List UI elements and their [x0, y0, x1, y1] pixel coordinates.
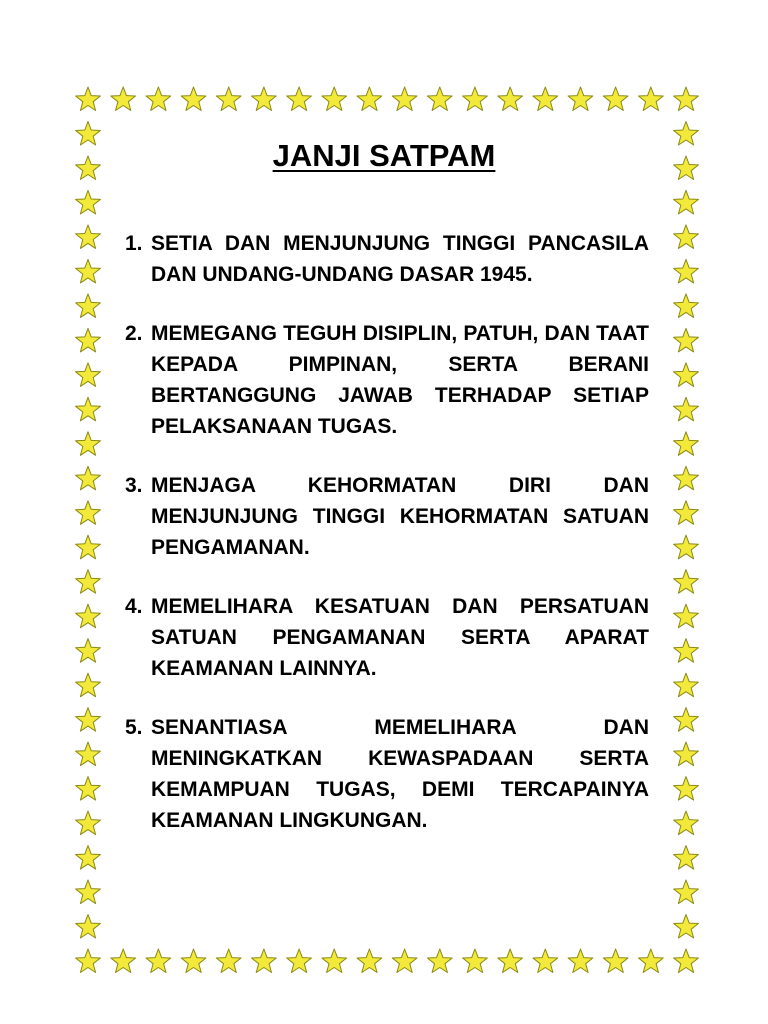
- star-icon: [533, 87, 558, 111]
- star-icon: [463, 87, 488, 111]
- star-icon: [674, 501, 699, 525]
- list-item-text: MENJAGA KEHORMATAN DIRI DAN MENJUNJUNG TINGGI KEHORMATAN SATUAN PENGAMANAN.: [151, 474, 649, 559]
- star-icon: [674, 846, 699, 870]
- star-icon: [76, 604, 101, 628]
- star-icon: [674, 570, 699, 594]
- star-icon: [674, 225, 699, 249]
- star-icon: [674, 811, 699, 835]
- star-icon: [76, 949, 101, 973]
- page-title: [0, 138, 768, 174]
- star-icon: [76, 294, 101, 318]
- star-icon: [216, 949, 241, 973]
- star-icon: [76, 742, 101, 766]
- star-icon: [76, 190, 101, 214]
- star-icon: [76, 777, 101, 801]
- star-icon: [568, 949, 593, 973]
- star-icon: [76, 466, 101, 490]
- star-icon: [322, 949, 347, 973]
- list-item-number: 4.: [125, 595, 143, 618]
- star-icon: [392, 949, 417, 973]
- star-icon: [674, 949, 699, 973]
- star-icon: [76, 708, 101, 732]
- star-icon: [76, 673, 101, 697]
- star-icon: [603, 949, 628, 973]
- list-item-number: 1.: [125, 232, 143, 255]
- star-icon: [498, 949, 523, 973]
- star-icon: [392, 87, 417, 111]
- star-icon: [357, 87, 382, 111]
- star-icon: [674, 432, 699, 456]
- star-icon: [674, 742, 699, 766]
- star-icon: [674, 880, 699, 904]
- star-icon: [322, 87, 347, 111]
- star-icon: [674, 708, 699, 732]
- star-icon: [674, 87, 699, 111]
- star-icon: [76, 259, 101, 283]
- star-icon: [674, 915, 699, 939]
- star-icon: [603, 87, 628, 111]
- star-icon: [216, 87, 241, 111]
- star-icon: [252, 949, 277, 973]
- star-icon: [76, 639, 101, 663]
- page-title-text: JANJI SATPAM: [272, 138, 496, 173]
- star-icon: [76, 880, 101, 904]
- star-icon: [427, 949, 452, 973]
- star-icon: [287, 87, 312, 111]
- star-icon: [146, 87, 171, 111]
- star-icon: [146, 949, 171, 973]
- star-icon: [568, 87, 593, 111]
- star-icon: [287, 949, 312, 973]
- list-item: [125, 470, 649, 563]
- star-icon: [463, 949, 488, 973]
- star-icon: [76, 225, 101, 249]
- star-icon: [111, 87, 136, 111]
- star-icon: [76, 363, 101, 387]
- star-icon: [181, 87, 206, 111]
- list-item-text: SENANTIASA MEMELIHARA DAN MENINGKATKAN KEWASPADAAN SERTA KEMAMPUAN TUGAS, DEMI TERCAPAINYA KEAMANAN LINGKUNGAN.: [151, 716, 649, 832]
- star-icon: [76, 846, 101, 870]
- star-icon: [674, 328, 699, 352]
- star-icon: [111, 949, 136, 973]
- star-icon: [76, 397, 101, 421]
- list-item: [125, 318, 649, 442]
- star-icon: [181, 949, 206, 973]
- list-item: [125, 591, 649, 684]
- star-icon: [674, 535, 699, 559]
- star-icon: [674, 604, 699, 628]
- star-icon: [427, 87, 452, 111]
- star-icon: [357, 949, 382, 973]
- star-icon: [76, 87, 101, 111]
- star-icon: [674, 363, 699, 387]
- star-icon: [252, 87, 277, 111]
- star-icon: [674, 777, 699, 801]
- star-icon: [76, 501, 101, 525]
- star-icon: [674, 294, 699, 318]
- star-icon: [639, 949, 664, 973]
- list-item-text: MEMEGANG TEGUH DISIPLIN, PATUH, DAN TAAT KEPADA PIMPINAN, SERTA BERANI BERTANGGUNG JAWAB TERHADAP SETIAP PELAKSANAAN TUGAS.: [151, 322, 649, 438]
- star-icon: [674, 397, 699, 421]
- star-icon: [76, 915, 101, 939]
- list-item-number: 5.: [125, 716, 143, 739]
- star-icon: [76, 328, 101, 352]
- star-icon: [674, 639, 699, 663]
- star-icon: [76, 432, 101, 456]
- star-icon: [76, 535, 101, 559]
- star-icon: [674, 466, 699, 490]
- star-icon: [674, 259, 699, 283]
- list-item: [125, 712, 649, 836]
- pledge-list: [125, 228, 649, 864]
- star-icon: [76, 811, 101, 835]
- star-icon: [674, 190, 699, 214]
- list-item-number: 2.: [125, 322, 143, 345]
- list-item-number: 3.: [125, 474, 143, 497]
- list-item-text: SETIA DAN MENJUNJUNG TINGGI PANCASILA DAN UNDANG-UNDANG DASAR 1945.: [151, 232, 649, 286]
- list-item-text: MEMELIHARA KESATUAN DAN PERSATUAN SATUAN PENGAMANAN SERTA APARAT KEAMANAN LAINNYA.: [151, 595, 649, 680]
- star-icon: [639, 87, 664, 111]
- star-icon: [533, 949, 558, 973]
- star-icon: [498, 87, 523, 111]
- star-icon: [76, 570, 101, 594]
- star-icon: [674, 673, 699, 697]
- list-item: [125, 228, 649, 290]
